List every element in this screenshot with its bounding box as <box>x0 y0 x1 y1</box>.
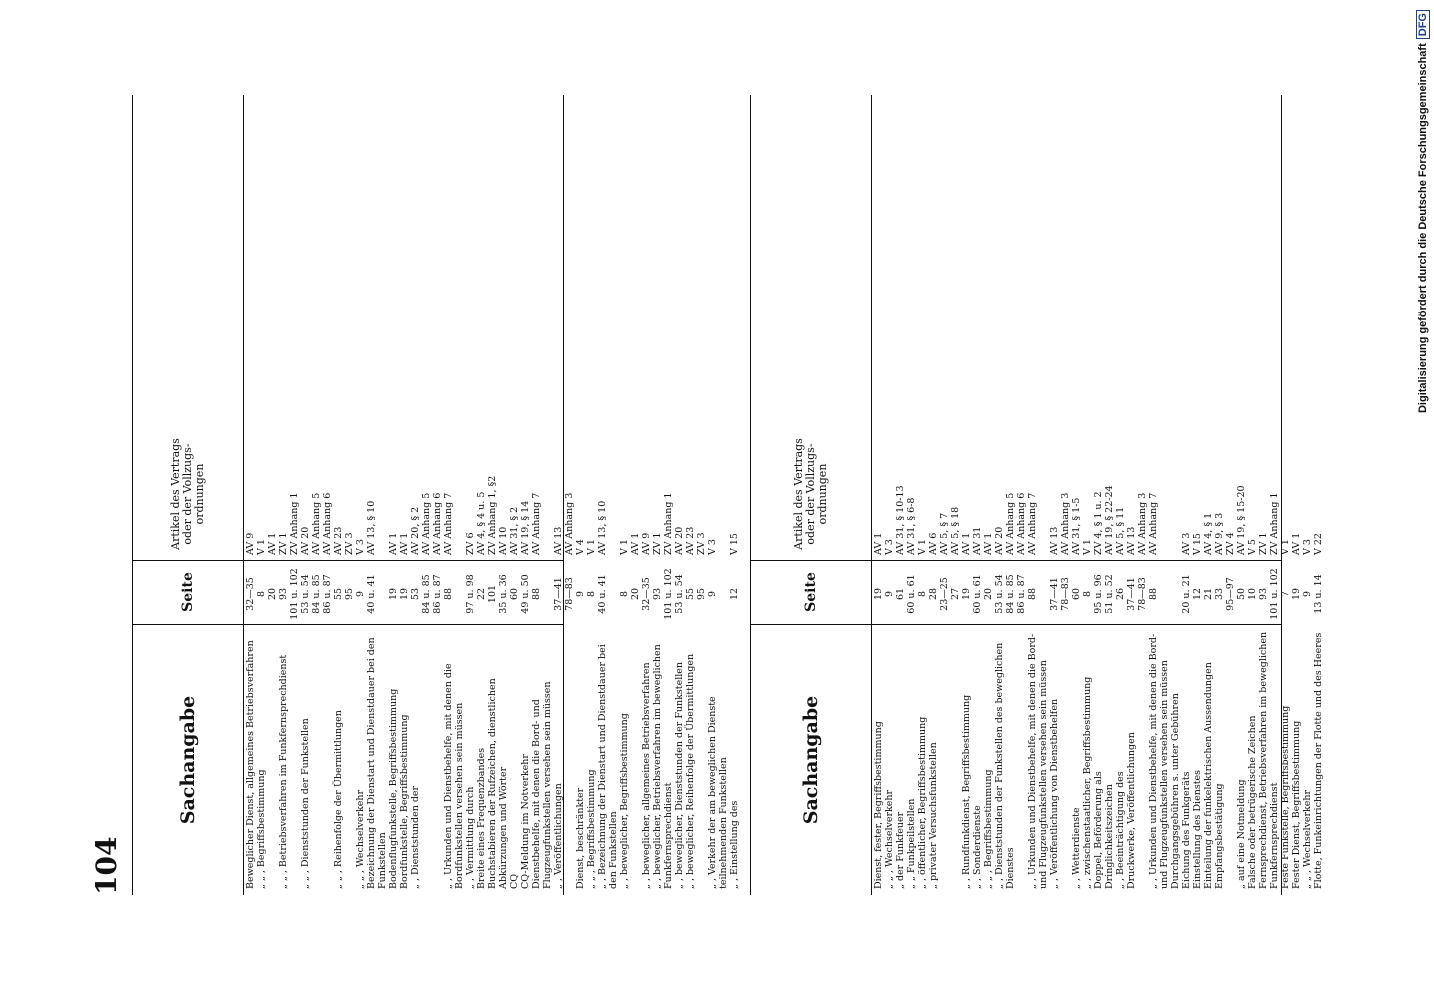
dfg-logo: DFG <box>1416 10 1430 39</box>
entry-page: 10 <box>1247 587 1258 601</box>
entry-subject: Eichung des Funkgeräts <box>1181 771 1192 889</box>
page-number: 104 <box>90 836 123 895</box>
entry-page: 19 <box>961 587 972 601</box>
entry-subject: Bezeichnung der Dienstart und Dienstdauer bei den Funkstellen <box>366 637 388 889</box>
entry-article: AV Anhang 7 <box>443 492 454 555</box>
index-row <box>928 95 961 895</box>
entry-article: AV 5, § 11 <box>1115 506 1126 555</box>
index-row <box>300 95 333 895</box>
entry-page: 55 95 <box>685 587 707 601</box>
entry-article: AV 31 <box>972 526 983 555</box>
index-row <box>366 95 388 895</box>
entry-article: AV 1 <box>388 532 399 555</box>
entry-page: 60 u. 61 <box>906 574 917 614</box>
index-row <box>575 95 586 895</box>
entry-article: AV 13, § 10 <box>597 500 608 555</box>
entry-subject: Dringlichkeitszeichen <box>1104 784 1115 889</box>
entry-page: 20 <box>983 587 994 601</box>
entry-article: AV 31, § 10-13 <box>895 485 906 555</box>
entry-article: V 1 AV 1 <box>256 532 278 555</box>
entry-page: 53 84 u. 85 86 u. 87 <box>410 574 443 614</box>
entry-subject: „ , beweglicher, Betriebsverfahren im beweglichen Funkfernsprechdienst <box>652 644 674 889</box>
entry-subject: Bordfunkstelle, Begriffsbestimmung <box>399 714 410 889</box>
entry-article: AV 9 <box>641 532 652 555</box>
entry-article: AV 31, § 2 <box>509 506 520 555</box>
entry-article: V 1 AV 1 <box>619 532 641 555</box>
entry-subject: „ „ , Dienststunden der Funkstellen <box>300 718 311 889</box>
table-header <box>751 95 872 895</box>
entry-page: 60 <box>509 587 520 601</box>
index-row <box>553 95 575 895</box>
entry-article: AV Anhang 7 <box>1027 492 1038 555</box>
entry-article: V 15 <box>729 533 740 555</box>
entry-article: AV 1 <box>961 532 972 555</box>
entry-page: 8 <box>586 590 597 598</box>
index-row <box>873 95 884 895</box>
index-table-right <box>750 95 1324 895</box>
entry-page: 19 <box>388 587 399 601</box>
index-row <box>707 95 729 895</box>
entry-article: AV 4, § 1 <box>1203 512 1214 555</box>
entry-article: AV 31, § 6-8 <box>906 497 917 555</box>
index-row <box>1115 95 1126 895</box>
entry-article: ZV 6 <box>465 532 476 555</box>
entry-page: 60 <box>1071 587 1082 601</box>
entry-page: 93 101 u. 102 <box>278 568 300 620</box>
entry-page: 33 95—97 <box>1214 577 1236 611</box>
entry-subject: CQ <box>509 873 520 889</box>
entry-subject: Buchstabieren der Rufzeichen, dienstlichen Abkürzungen und Wörter <box>487 678 509 889</box>
index-row <box>906 95 917 895</box>
entry-page: 55 95 <box>333 587 355 601</box>
entry-page: 40 u. 41 <box>366 574 377 614</box>
entry-subject: „ , Urkunden und Dienstbehelfe, mit denen die Bordfunkstellen versehen sein müssen <box>443 663 465 889</box>
index-row <box>1280 95 1291 895</box>
entry-subject: Empfangsbestätigung <box>1214 783 1225 889</box>
header-page: Seite <box>803 572 819 612</box>
entry-page: 8 <box>917 590 928 598</box>
entry-article: AV 19, § 15-20 <box>1236 485 1247 555</box>
index-row <box>729 95 740 895</box>
index-row <box>674 95 685 895</box>
entry-page: 88 <box>1148 587 1159 601</box>
entry-page: 20 u. 21 <box>1181 574 1192 614</box>
entry-article: AV 1 <box>399 532 410 555</box>
index-row <box>1203 95 1214 895</box>
entry-page: 37—41 78—83 <box>553 577 575 611</box>
entry-page: 49 u. 50 <box>520 574 531 614</box>
entry-subject: „ „ , Reihenfolge der Übermittlungen <box>333 710 344 889</box>
entry-subject: „ „ , Begriffsbestimmung <box>983 769 994 889</box>
header-page: Seite <box>180 572 196 612</box>
entry-subject: Einteilung der funkelektrischen Aussendungen <box>1203 662 1214 889</box>
entry-subject: „ , Veröffentlichungen <box>553 783 564 889</box>
index-row <box>917 95 928 895</box>
index-row <box>1126 95 1148 895</box>
entry-page: 53 u. 54 84 u. 85 86 u. 87 <box>994 574 1027 614</box>
entry-page: 19 <box>399 587 410 601</box>
entry-subject: „ , beweglicher, Dienststunden der Funkstellen <box>674 661 685 889</box>
table-body <box>873 95 1324 895</box>
entry-article: V 3 <box>707 539 718 555</box>
entry-page: 22 <box>476 587 487 601</box>
index-row <box>520 95 531 895</box>
entry-page: 37—41 78—83 <box>1049 577 1071 611</box>
entry-subject: Durchgangsgebühren s. unter Gebühren <box>1170 693 1181 889</box>
index-row <box>685 95 707 895</box>
index-row <box>1302 95 1313 895</box>
rotated-content <box>90 95 1324 895</box>
entry-subject: „ , öffentlicher, Begriffsbestimmung <box>917 716 928 889</box>
footer-credit <box>1414 10 1432 990</box>
entry-article: ZV 4, § 1 u. 2 <box>1093 491 1104 555</box>
entry-article: AV 3 <box>1181 532 1192 555</box>
index-row <box>1093 95 1104 895</box>
index-row <box>895 95 906 895</box>
entry-article: AV 9 <box>245 532 256 555</box>
entry-page: 26 <box>1115 587 1126 601</box>
index-row <box>476 95 487 895</box>
entry-page: 8 <box>1082 590 1093 598</box>
entry-page: 97 u. 98 <box>465 574 476 614</box>
index-row <box>399 95 410 895</box>
entry-subject: Druckwerke, Veröffentlichungen <box>1126 732 1137 889</box>
index-row <box>1192 95 1203 895</box>
entry-article: AV 31, § 1-5 <box>1071 497 1082 555</box>
entry-article: V 3 <box>1302 539 1313 555</box>
index-row <box>1071 95 1082 895</box>
entry-page: 19 <box>873 587 884 601</box>
entry-page: 9 <box>884 590 895 598</box>
entry-subject: „ „ , Betriebsverfahren im Funkfernsprechdienst <box>278 654 289 889</box>
entry-subject: „ „ , Wechselverkehr <box>355 789 366 889</box>
entry-article: AV 1 <box>1291 532 1302 555</box>
entry-article: V 1 <box>586 539 597 555</box>
header-article: Artikel des Vertrags oder der Vollzugs-ordnungen <box>792 438 829 550</box>
entry-subject: „ , beweglicher, Reihenfolge der Übermittlungen <box>685 653 696 889</box>
entry-article: V 1 <box>917 539 928 555</box>
entry-page: 12 <box>729 587 740 601</box>
entry-subject: „ „ , Wechselverkehr <box>884 789 895 889</box>
entry-page: 88 <box>531 587 542 601</box>
header-article: Artikel des Vertrags oder der Vollzugs-ordnungen <box>169 438 206 550</box>
entry-subject: „ , Dienststunden der <box>410 785 421 889</box>
index-row <box>983 95 994 895</box>
entry-subject: Dienstbehelfe, mit denen die Bord- und Flugzeugfunkstellen versehen sein müssen <box>531 681 553 889</box>
entry-subject: „ , zwischenstaatlicher, Begriffsbestimmung <box>1082 676 1093 889</box>
entry-subject: „ auf eine Notmeldung <box>1236 779 1247 889</box>
entry-subject: Einstellung des Dienstes <box>1192 769 1203 889</box>
index-row <box>487 95 509 895</box>
entry-article: AV 23 ZV 3 <box>685 526 707 555</box>
entry-page: 32—35 <box>641 577 652 611</box>
entry-article: AV 19, § 14 <box>520 500 531 555</box>
entry-page: 53 u. 54 <box>674 574 685 614</box>
index-row <box>1291 95 1302 895</box>
entry-article: AV 13, § 10 <box>366 500 377 555</box>
entry-article: AV 13 AV Anhang 3 <box>1049 492 1071 555</box>
entry-subject: „ , Vermittlung durch <box>465 786 476 889</box>
entry-subject: „ „ , Begriffsbestimmung <box>586 769 597 889</box>
entry-subject: Falsche oder betrügerische Zeichen <box>1247 715 1258 889</box>
entry-subject: „ , beweglicher, allgemeines Betriebsverfahren <box>641 662 652 889</box>
entry-article: ZV Anhang 1, §2 AV 10 <box>487 475 509 555</box>
entry-page: 8 20 <box>256 587 278 601</box>
entry-subject: „ , Verkehr der am beweglichen Dienste teilnehmenden Funkstellen <box>707 696 729 889</box>
entry-article: V 1 <box>1082 539 1093 555</box>
entry-subject: „ , Rundfunkdienst, Begriffsbestimmung <box>961 694 972 889</box>
entry-article: V 15 <box>1192 533 1203 555</box>
entry-article: V 1 <box>1280 539 1291 555</box>
entry-article: AV 4, § 4 u. 5 <box>476 491 487 555</box>
entry-page: 13 u. 14 <box>1313 574 1324 614</box>
entry-subject: „ , Dienststunden der Funkstellen des beweglichen Dienstes <box>994 642 1016 889</box>
entry-page: 50 <box>1236 587 1247 601</box>
index-row <box>1082 95 1093 895</box>
entry-page: 32—35 <box>245 577 256 611</box>
entry-article: ZV 1 ZV Anhang 1 <box>278 492 300 555</box>
index-row <box>1181 95 1192 895</box>
entry-subject: „ , Urkunden und Dienstbehelfe, mit denen die Bord- und Flugzeugfunkstellen versehen sein müssen <box>1148 633 1170 889</box>
entry-page: 61 <box>895 587 906 601</box>
table-header <box>133 95 244 895</box>
entry-subject: „ privater Versuchsfunkstellen <box>928 742 939 889</box>
entry-subject: „ , Sonderdienste <box>972 805 983 889</box>
entry-subject: Fernsprechdienst, Betriebsverfahren im beweglichen Funkfernsprechdienst <box>1258 631 1280 889</box>
index-row <box>1170 95 1181 895</box>
entry-article: AV Anhang 7 <box>1148 492 1159 555</box>
index-table-left <box>132 95 740 895</box>
entry-subject: Bodenflugfunkstelle, Begriffsbestimmung <box>388 688 399 889</box>
index-row <box>1104 95 1115 895</box>
index-row <box>245 95 256 895</box>
index-row <box>652 95 674 895</box>
index-row <box>333 95 355 895</box>
entry-article: AV 13 AV Anhang 3 <box>553 492 575 555</box>
entry-subject: „ der Funkfeuer <box>895 811 906 889</box>
index-row <box>278 95 300 895</box>
entry-page: 9 <box>707 590 718 598</box>
entry-article: V 3 <box>355 539 366 555</box>
entry-subject: Breite eines Frequenzbandes <box>476 747 487 889</box>
entry-page: 101 35 u. 36 <box>487 574 509 614</box>
header-subject: Sachangabe <box>800 695 822 825</box>
entry-article: AV 1 <box>983 532 994 555</box>
entry-page: 93 101 u. 102 <box>652 568 674 620</box>
index-row <box>961 95 972 895</box>
entry-subject: Flotte, Funkeinrichtungen der Flotte und des Heeres <box>1313 632 1324 889</box>
entry-page: 21 <box>1203 587 1214 601</box>
index-row <box>388 95 399 895</box>
table-body <box>245 95 740 895</box>
index-row <box>256 95 278 895</box>
entry-page: 88 <box>1027 587 1038 601</box>
entry-subject: „ , Bezeichnung der Dienstart und Dienstdauer bei den Funkstellen <box>597 644 619 889</box>
entry-page: 19 <box>1291 587 1302 601</box>
entry-subject: Doppel, Beförderung als <box>1093 771 1104 889</box>
entry-page: 53 u. 54 84 u. 85 86 u. 87 <box>300 574 333 614</box>
index-row <box>1049 95 1071 895</box>
entry-article: AV 20 <box>674 526 685 555</box>
entry-article: AV 13 AV Anhang 3 <box>1126 492 1148 555</box>
entry-subject: „ , Urkunden und Dienstbehelfe, mit denen die Bord- und Flugzeugfunkstellen versehen sein müssen <box>1027 633 1049 889</box>
entry-subject: „ „ Funkpeilstellen <box>906 798 917 889</box>
entry-page: 12 <box>1192 587 1203 601</box>
entry-subject: „ „ , Begriffsbestimmung <box>256 769 267 889</box>
entry-subject: „ , Beeinträchtigung des <box>1115 771 1126 889</box>
entry-page: 51 u. 52 <box>1104 574 1115 614</box>
entry-article: AV 20 AV Anhang 5 AV Anhang 6 <box>994 492 1027 555</box>
index-row <box>1258 95 1280 895</box>
entry-subject: Beweglicher Dienst, allgemeines Betriebsverfahren <box>245 640 256 889</box>
entry-subject: Feste Funkstelle, Begriffsbestimmung <box>1280 705 1291 889</box>
index-row <box>586 95 597 895</box>
entry-page: 95 u. 96 <box>1093 574 1104 614</box>
index-row <box>994 95 1027 895</box>
entry-article: V 4 <box>575 539 586 555</box>
entry-subject: „ „ , Wechselverkehr <box>1302 789 1313 889</box>
entry-page: 9 <box>1302 590 1313 598</box>
entry-page: 93 101 u. 102 <box>1258 568 1280 620</box>
index-row <box>884 95 895 895</box>
index-row <box>531 95 553 895</box>
entry-page: 60 u. 61 <box>972 574 983 614</box>
index-row <box>1313 95 1324 895</box>
header-subject: Sachangabe <box>177 695 199 825</box>
index-row <box>465 95 476 895</box>
index-row <box>972 95 983 895</box>
index-row <box>619 95 641 895</box>
entry-article: AV 9, § 3 ZV 4 <box>1214 512 1236 555</box>
entry-subject: „ , beweglicher, Begriffsbestimmung <box>619 713 630 889</box>
entry-article: AV 6 AV 5, § 7 AV 5, § 18 <box>928 506 961 555</box>
index-row <box>1148 95 1170 895</box>
index-row <box>443 95 465 895</box>
entry-page: 9 <box>355 590 366 598</box>
entry-subject: „ , Veröffentlichung von Dienstbehelfen <box>1049 698 1060 889</box>
entry-page: 9 <box>575 590 586 598</box>
index-row <box>1214 95 1236 895</box>
entry-article: AV 19, § 22-24 <box>1104 485 1115 555</box>
index-row <box>641 95 652 895</box>
entry-article: AV 20 AV Anhang 5 AV Anhang 6 <box>300 492 333 555</box>
entry-subject: Dienst, beschränkter <box>575 787 586 889</box>
entry-page: 37—41 78—83 <box>1126 577 1148 611</box>
index-row <box>355 95 366 895</box>
index-row <box>597 95 619 895</box>
entry-subject: CQ-Meldung im Notverkehr <box>520 754 531 889</box>
entry-article: AV Anhang 7 <box>531 492 542 555</box>
entry-article: V 5 <box>1247 539 1258 555</box>
credit-text: Digitalisierung gefördert durch die Deutsche Forschungsgemeinschaft <box>1417 43 1429 414</box>
entry-page: 8 20 <box>619 587 641 601</box>
entry-page: 28 23—25 27 <box>928 577 961 611</box>
entry-page: 88 <box>443 587 454 601</box>
entry-article: ZV 1 ZV Anhang 1 <box>652 492 674 555</box>
entry-article: V 3 <box>884 539 895 555</box>
entry-article: AV 23 ZV 3 <box>333 526 355 555</box>
index-row <box>1247 95 1258 895</box>
entry-article: V 22 <box>1313 533 1324 555</box>
entry-subject: Fester Dienst, Begriffsbestimmung <box>1291 720 1302 889</box>
entry-article: AV 1 <box>873 532 884 555</box>
entry-page: 7 <box>1280 590 1291 598</box>
entry-article: AV 20, § 2 AV Anhang 5 AV Anhang 6 <box>410 492 443 555</box>
entry-subject: „ , Einstellung des <box>729 800 740 889</box>
entry-article: ZV 1 ZV Anhang 1 <box>1258 492 1280 555</box>
entry-subject: Dienst, fester, Begriffsbestimmung <box>873 721 884 889</box>
index-row <box>1027 95 1049 895</box>
index-row <box>1236 95 1247 895</box>
entry-subject: „ , Wetterdienste <box>1071 807 1082 889</box>
entry-page: 40 u. 41 <box>597 574 608 614</box>
index-row <box>509 95 520 895</box>
index-row <box>410 95 443 895</box>
